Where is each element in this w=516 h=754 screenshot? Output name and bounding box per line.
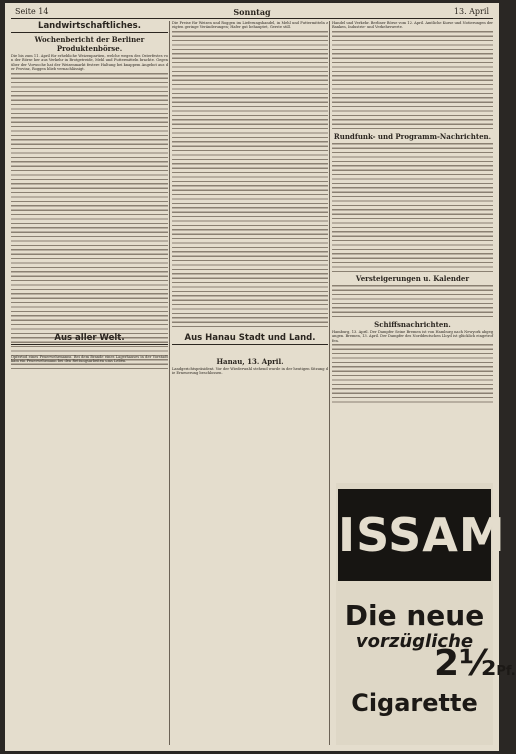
text-block: [172, 30, 328, 330]
article-text-hanau: Landgerichtspräsident. Vor der Wiederwahl stehend wurde in der heutigen Sitzung die Erneuerung beschlossen.: [172, 367, 328, 376]
cigarette-advertisement: [336, 483, 516, 745]
article-text-prices: Die Preise für Weizen und Roggen im Lieferungshandel, in Mehl und Futtermitteln zeigten geringe Veränderungen; Hafer gut behauptet, Gerste still.: [172, 21, 328, 30]
column-agriculture: [11, 21, 168, 351]
section-heading-ships: Schiffsnachrichten.: [374, 319, 451, 329]
ad-price-value: 2½: [434, 643, 497, 684]
article-text-exchange: Handel und Verkehr. Berliner Börse vom 12. April. Amtliche Kurse und Notierungen der Banken, Industrie- und Verkehrswerte.: [332, 21, 493, 30]
column-rule: [169, 333, 170, 745]
heading-area: [11, 333, 168, 353]
section-title-world: Aus aller Welt.: [11, 333, 168, 345]
text-block: [332, 284, 493, 318]
text-block: [11, 72, 168, 372]
section-heading-auctions: Versteigerungen u. Kalender: [355, 273, 470, 283]
ad-price-unit: Pf.: [496, 664, 516, 679]
article-text-market: Die bis zum 11. April für erhebliche Weizenpartien, welche wegen des Osterfestes von der Börse her aus Verkehr in Brotgetreide, Mehl und Futtermitteln brachte. Gegenüber der Vorwoche hat der Weizenmarkt festere Haltung bei knappem Angebot aus der Provinz, Roggen blieb vernachlässigt.: [11, 54, 168, 72]
column-news-right: [332, 21, 493, 481]
section-title-agriculture: Landwirtschaftliches.: [11, 21, 168, 33]
article-text-world: Opfertod eines Feuerwehrmanns. Bei dem Brande eines Lagerhauses in der Vorstadt kam ein Feuerwehrmann bei den Rettungsarbeiten ums Leben.: [11, 355, 168, 364]
newspaper-page: [5, 3, 516, 751]
heading-area: [172, 333, 328, 353]
header-day: Sonntag: [233, 7, 271, 17]
article-heading-market: Wochenbericht der Berliner Produktenbörse.: [34, 35, 145, 53]
ad-price: [434, 643, 516, 684]
section-heading-radio: Rundfunk- und Programm-Nachrichten.: [333, 131, 492, 141]
ad-line-excellent: vorzügliche: [355, 631, 474, 652]
ad-line-cigarette: Cigarette: [351, 689, 478, 717]
column-rule: [169, 21, 170, 351]
column-hanau-news: [172, 355, 328, 747]
article-text-ships: Hamburg, 13. April. Der Dampfer Seine Bremen ist von Hamburg nach Newyork abgegangen. Bremen, 13. April. Der Dampfer des Norddeutschen Lloyd ist glücklich eingetroffen.: [332, 329, 493, 343]
text-block: [332, 343, 493, 403]
ad-line-new: Die neue: [344, 599, 485, 632]
ad-brand-logo: ISSAM: [338, 489, 491, 581]
dateline-hanau: Hanau, 13. April.: [216, 357, 284, 366]
page-header: [11, 6, 493, 19]
column-rule: [329, 21, 330, 745]
section-title-hanau: Aus Hanau Stadt und Land.: [172, 333, 328, 345]
text-block: [332, 30, 493, 130]
header-date: 13. April: [453, 7, 489, 16]
text-block: [332, 142, 493, 272]
column-market-report: [172, 21, 328, 351]
page-number: Seite 14: [15, 7, 49, 16]
column-world-news: [11, 355, 168, 747]
